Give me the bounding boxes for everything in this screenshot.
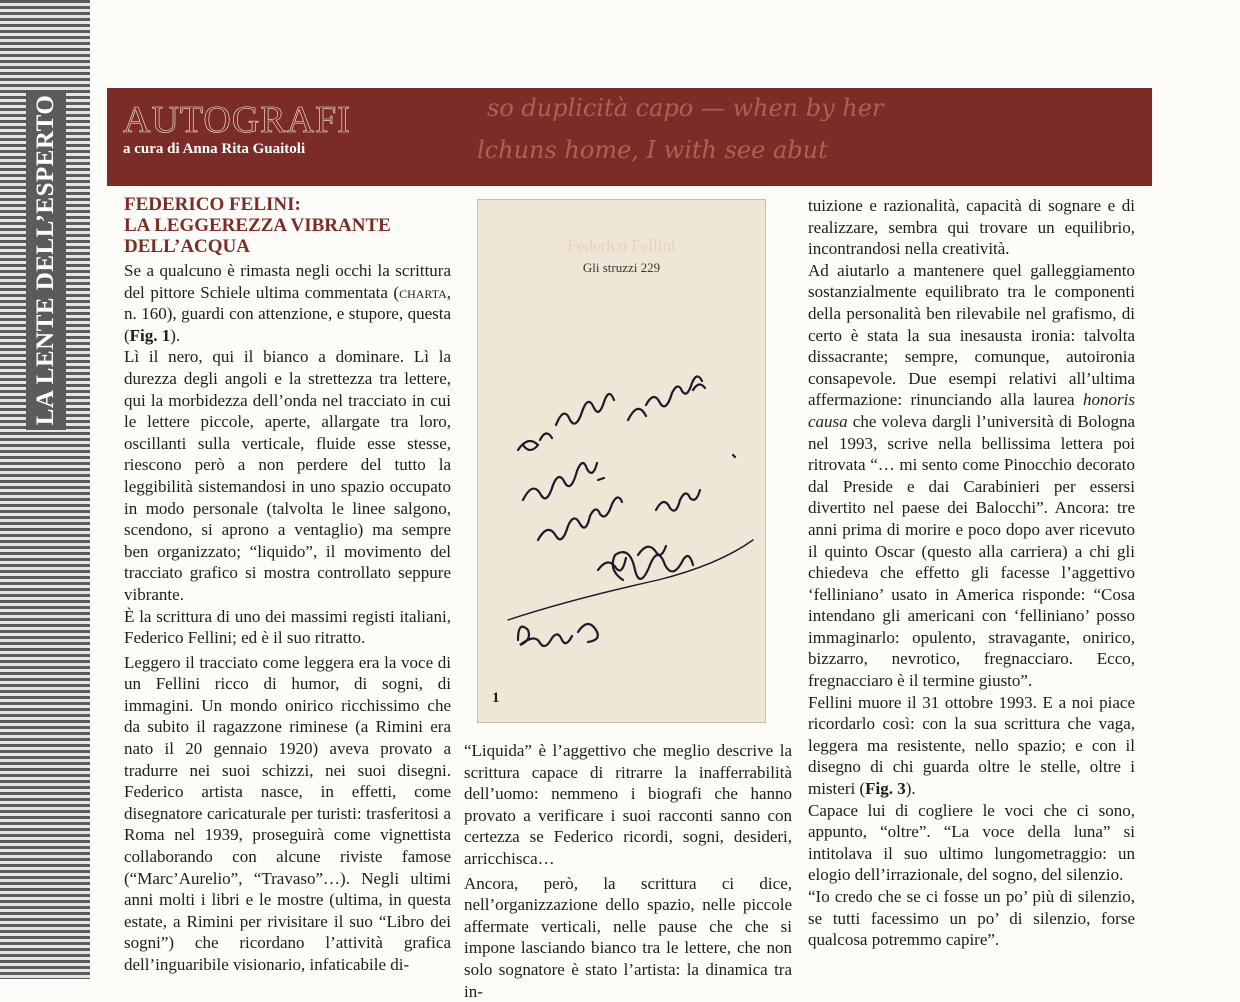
paragraph: Lì il nero, qui il bianco a dominare. Lì la durezza degli angoli e la strettezza tra lettere, qui la morbidezza dell’onda nel tracciato in cui le lettere piccole, aperte, allargate tra loro, oscillanti sulla verticale, fluide esse stesse, riescono però a non perdere del tutto la leggibilità sistemandosi in uno spazio occupato in modo personale (talvolta le linee salgono, scendono, si aprono a ventaglio) ma sempre ben organizzato; “liquido”, il movimento del tracciato grafico si mostra controllato seppure vibrante. [124,347,451,604]
column-title: AUTOGRAFI [123,99,351,141]
paragraph: “Io credo che se ci fosse un po’ più di silenzio, se tutti facessimo un po’ di silenzio, forse qualcosa potremmo capire”. [808,887,1135,950]
column-byline: a cura di Anna Rita Guaitoli [123,141,306,157]
text-column-left [124,194,451,976]
figure-number: 1 [492,690,500,706]
paragraph: Ancora, però, la scrittura ci dice, nell’organizzazione dello spazio, nelle piccole affermate verticali, nelle pause che che si impone lasciando bianco tra le lettere, che non solo sognatore è stato l’artista: la dinamica tra in- [464,873,792,1001]
section-label: LA LENTE DELL’ESPERTO [32,94,59,426]
paragraph: È la scrittura di uno dei massimi registi italiani, Federico Fellini; ed è il suo ritratto. [124,606,451,648]
paragraph: Ad aiutarlo a mantenere quel galleggiamento sostanzialmente equilibrato tra le componenti della personalità ben rilevabile nel grafismo, di certo è stata la sua inesausta ironia: talvolta dissacrante; sempre, comunque, autoironia consapevole. Due esempi relativi all’ultima affermazione: rinunciando alla laurea honoris causa che voleva dargli l’università di Bologna nel 1993, scrive nella bellissima lettera poi ritrovata “… mi sento come Pinocchio decorato dal Preside e dai Carabinieri per essersi divertito nel paese dei Balocchi”. Ancora: tre anni prima di morire e poco dopo aver ricevuto il quinto Oscar (questo alla carriera) a chi gli chiedeva che effetto gli facesse l’aggettivo ‘felliniano’ usato in America risponde: “Cosa intendano gli americani con ‘felliniano’ posso immaginarlo: opulento, stravagante, onirico, bizzarro, nevrotico, fregnacciaro. Ecco, fregnacciaro è il termine giusto”. [808,260,1135,691]
paragraph: Capace lui di cogliere le voci che ci sono, appunto, “oltre”. “La voce della luna” si intitolava il suo ultimo lungometraggio: un elogio dell’irrazionale, del sogno, del silenzio. [808,800,1135,885]
book-series-title: Gli struzzi 229 [582,260,661,275]
figure-book-autograph [477,199,766,723]
header-handwriting-line: so duplicità capo — when by her [487,94,884,122]
article-title-line: FEDERICO FELINI: [124,194,301,215]
magazine-name: charta [399,282,447,302]
header-handwriting-line: lchuns home, I with see abut [477,136,828,164]
paragraph: Se a qualcuno è rimasta negli occhi la scrittura del pittore Schiele ultima commentata (charta, n. 160), guardi con attenzione, e stupore, questa (Fig. 1). [124,261,451,345]
article-title [124,194,451,257]
paragraph: “Liquida” è l’aggettivo che meglio descrive la scrittura capace di ritrarre la inafferrabilità dell’uomo: nemmeno i biografi che hanno provato a verificare i suoi racconti sanno con certezza se Federico ricordi, sogni, desideri, arricchisca… [464,741,792,868]
paragraph: Fellini muore il 31 ottobre 1993. E a noi piace ricordarlo così: con la sua scrittura che vaga, leggera ma resistente, nello spazio; e con il disegno di chi guarda oltre le stelle, oltre i misteri (Fig. 3). [808,692,1135,799]
text-column-right [808,195,1135,951]
article-title-line: LA LEGGEREZZA VIBRANTE [124,215,391,236]
handwritten-dedication-image [478,200,765,722]
column-header [107,88,1152,186]
text-column-middle [464,740,792,1002]
book-author: Federico Fellini [567,236,676,255]
article-title-line: DELL’ACQUA [124,236,250,257]
paragraph: tuizione e razionalità, capacità di sognare e di realizzare, sembra qui trovare un equilibrio, incontrandosi nella creatività. [808,196,1135,259]
emphasis: honoris causa [808,390,1135,431]
figure-reference: Fig. 1 [129,325,171,345]
figure-reference: Fig. 3 [865,779,906,799]
paragraph: Leggero il tracciato come leggera era la voce di un Fellini ricco di humor, di sogni, di immagini. Un mondo onirico ricchissimo che da subito il ragazzone riminese (a Rimini era nato il 20 gennaio 1920) aveva provato a tradurre nei suoi schizzi, nei suoi disegni. Federico artista nasce, in effetti, come disegnatore caricaturale per turisti: trasferitosi a Roma nel 1939, proseguirà come vignettista collaborando con alcune riviste famose (“Marc’Aurelio”, “Travaso”…). Negli ultimi anni molti i libri e le mostre (ultima, in questa estate, a Rimini per rivisitare il suo “Libro dei sogni”) che ricordano l’attività grafica dell’inguaribile visionario, infaticabile di- [124,652,451,974]
section-sidebar [26,90,66,430]
